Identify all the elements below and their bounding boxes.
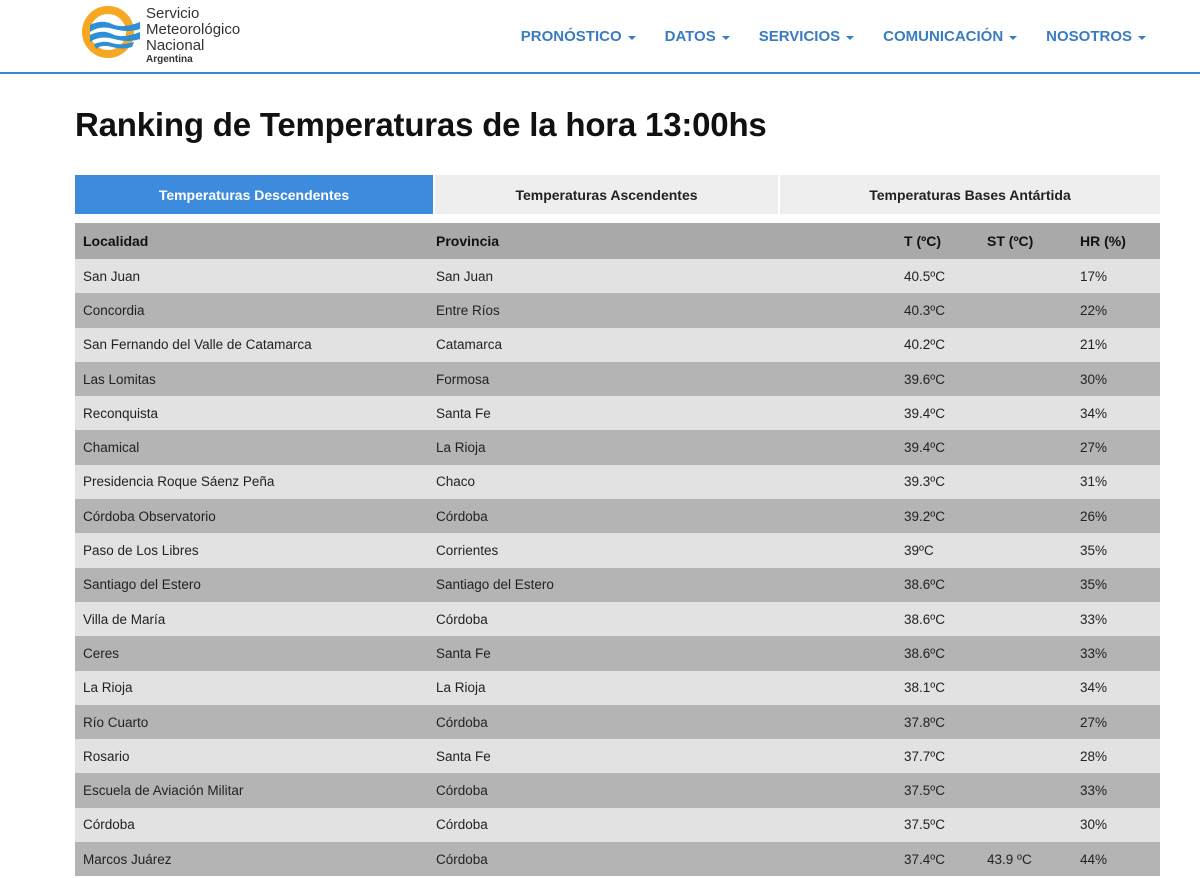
cell-localidad: Presidencia Roque Sáenz Peña: [75, 465, 428, 499]
cell-provincia: Santiago del Estero: [428, 568, 896, 602]
cell-sensacion-termica: [979, 430, 1072, 464]
table-row: [75, 293, 1160, 327]
cell-sensacion-termica: [979, 602, 1072, 636]
cell-localidad: Marcos Juárez: [75, 842, 428, 876]
tab-ascendentes[interactable]: Temperaturas Ascendentes: [433, 175, 778, 214]
cell-provincia: Corrientes: [428, 533, 896, 567]
cell-localidad: La Rioja: [75, 671, 428, 705]
cell-sensacion-termica: [979, 808, 1072, 842]
table-row: [75, 602, 1160, 636]
cell-provincia: Córdoba: [428, 773, 896, 807]
caret-down-icon: [1009, 36, 1017, 40]
cell-humedad: 26%: [1072, 499, 1160, 533]
table-row: [75, 773, 1160, 807]
cell-provincia: Córdoba: [428, 499, 896, 533]
cell-temperatura: 37.5ºC: [896, 808, 979, 842]
cell-humedad: 30%: [1072, 808, 1160, 842]
cell-localidad: Paso de Los Libres: [75, 533, 428, 567]
cell-temperatura: 39ºC: [896, 533, 979, 567]
nav-datos[interactable]: [665, 28, 730, 45]
table-row: [75, 465, 1160, 499]
nav-label: NOSOTROS: [1046, 28, 1132, 45]
cell-temperatura: 39.3ºC: [896, 465, 979, 499]
cell-temperatura: 37.8ºC: [896, 705, 979, 739]
cell-humedad: 21%: [1072, 328, 1160, 362]
cell-localidad: Villa de María: [75, 602, 428, 636]
nav-label: DATOS: [664, 28, 716, 45]
cell-provincia: Córdoba: [428, 705, 896, 739]
cell-temperatura: 40.2ºC: [896, 328, 979, 362]
caret-down-icon: [846, 36, 854, 40]
cell-provincia: Formosa: [428, 362, 896, 396]
cell-sensacion-termica: [979, 362, 1072, 396]
cell-provincia: Córdoba: [428, 808, 896, 842]
logo-text: [146, 6, 240, 65]
site-header: [0, 0, 1200, 74]
cell-localidad: Las Lomitas: [75, 362, 428, 396]
ranking-tabs: [75, 175, 1160, 214]
cell-humedad: 33%: [1072, 636, 1160, 670]
cell-localidad: Córdoba: [75, 808, 428, 842]
cell-provincia: Chaco: [428, 465, 896, 499]
table-row: [75, 499, 1160, 533]
cell-temperatura: 39.6ºC: [896, 362, 979, 396]
nav-label: PRONÓSTICO: [520, 28, 622, 45]
cell-localidad: Santiago del Estero: [75, 568, 428, 602]
caret-down-icon: [1138, 36, 1146, 40]
cell-provincia: La Rioja: [428, 430, 896, 464]
cell-temperatura: 38.6ºC: [896, 602, 979, 636]
cell-temperatura: 39.4ºC: [896, 396, 979, 430]
cell-humedad: 27%: [1072, 705, 1160, 739]
cell-sensacion-termica: [979, 568, 1072, 602]
tab-descendentes[interactable]: Temperaturas Descendentes: [75, 175, 433, 214]
cell-localidad: San Juan: [75, 259, 428, 293]
cell-temperatura: 37.4ºC: [896, 842, 979, 876]
cell-localidad: Concordia: [75, 293, 428, 327]
cell-temperatura: 37.7ºC: [896, 739, 979, 773]
table-row: [75, 328, 1160, 362]
cell-humedad: 34%: [1072, 396, 1160, 430]
cell-temperatura: 37.5ºC: [896, 773, 979, 807]
cell-localidad: Córdoba Observatorio: [75, 499, 428, 533]
col-humedad[interactable]: HR (%): [1072, 223, 1160, 259]
cell-humedad: 27%: [1072, 430, 1160, 464]
table-row: [75, 533, 1160, 567]
cell-localidad: Río Cuarto: [75, 705, 428, 739]
cell-sensacion-termica: [979, 259, 1072, 293]
cell-sensacion-termica: [979, 396, 1072, 430]
cell-provincia: Córdoba: [428, 842, 896, 876]
caret-down-icon: [722, 36, 730, 40]
temperature-ranking-table: [75, 223, 1160, 876]
cell-humedad: 30%: [1072, 362, 1160, 396]
cell-humedad: 34%: [1072, 671, 1160, 705]
col-provincia[interactable]: Provincia: [428, 223, 896, 259]
cell-humedad: 44%: [1072, 842, 1160, 876]
table-row: [75, 430, 1160, 464]
cell-sensacion-termica: [979, 671, 1072, 705]
cell-localidad: San Fernando del Valle de Catamarca: [75, 328, 428, 362]
cell-provincia: Santa Fe: [428, 636, 896, 670]
nav-comunicacion[interactable]: [883, 28, 1017, 45]
cell-localidad: Chamical: [75, 430, 428, 464]
cell-temperatura: 38.1ºC: [896, 671, 979, 705]
table-row: [75, 396, 1160, 430]
nav-servicios[interactable]: [759, 28, 854, 45]
table-row: [75, 259, 1160, 293]
cell-humedad: 17%: [1072, 259, 1160, 293]
cell-localidad: Escuela de Aviación Militar: [75, 773, 428, 807]
cell-sensacion-termica: [979, 499, 1072, 533]
cell-sensacion-termica: [979, 533, 1072, 567]
cell-temperatura: 38.6ºC: [896, 636, 979, 670]
cell-temperatura: 39.2ºC: [896, 499, 979, 533]
smn-logo[interactable]: [82, 5, 282, 65]
logo-line-1: Servicio: [146, 5, 200, 22]
cell-sensacion-termica: [979, 739, 1072, 773]
cell-humedad: 31%: [1072, 465, 1160, 499]
logo-line-4: Argentina: [146, 54, 193, 65]
table-row: [75, 568, 1160, 602]
nav-label: SERVICIOS: [758, 28, 841, 45]
cell-localidad: Ceres: [75, 636, 428, 670]
col-temperatura[interactable]: T (ºC): [896, 223, 979, 259]
nav-label: COMUNICACIÓN: [883, 28, 1004, 45]
cell-provincia: Catamarca: [428, 328, 896, 362]
cell-sensacion-termica: [979, 705, 1072, 739]
cell-humedad: 33%: [1072, 773, 1160, 807]
tab-antartida[interactable]: Temperaturas Bases Antártida: [778, 175, 1160, 214]
cell-provincia: Santa Fe: [428, 739, 896, 773]
cell-humedad: 22%: [1072, 293, 1160, 327]
cell-provincia: Entre Ríos: [428, 293, 896, 327]
cell-provincia: Córdoba: [428, 602, 896, 636]
logo-line-3: Nacional: [146, 37, 205, 54]
cell-humedad: 33%: [1072, 602, 1160, 636]
cell-localidad: Reconquista: [75, 396, 428, 430]
table-row: [75, 705, 1160, 739]
nav-nosotros[interactable]: [1046, 28, 1146, 45]
table-row: [75, 671, 1160, 705]
cell-sensacion-termica: [979, 636, 1072, 670]
main-nav: [492, 28, 1146, 45]
cell-temperatura: 40.3ºC: [896, 293, 979, 327]
cell-humedad: 28%: [1072, 739, 1160, 773]
col-sensacion-termica[interactable]: ST (ºC): [979, 223, 1072, 259]
cell-sensacion-termica: 43.9 ºC: [979, 842, 1072, 876]
table-row: [75, 362, 1160, 396]
col-localidad[interactable]: Localidad: [75, 223, 428, 259]
smn-logo-icon: [82, 6, 140, 58]
cell-humedad: 35%: [1072, 533, 1160, 567]
nav-pronostico[interactable]: [521, 28, 636, 45]
cell-humedad: 35%: [1072, 568, 1160, 602]
cell-localidad: Rosario: [75, 739, 428, 773]
cell-sensacion-termica: [979, 773, 1072, 807]
cell-sensacion-termica: [979, 293, 1072, 327]
table-row: [75, 739, 1160, 773]
cell-provincia: San Juan: [428, 259, 896, 293]
logo-line-2: Meteorológico: [146, 21, 241, 38]
cell-temperatura: 38.6ºC: [896, 568, 979, 602]
cell-temperatura: 39.4ºC: [896, 430, 979, 464]
table-row: [75, 808, 1160, 842]
cell-sensacion-termica: [979, 328, 1072, 362]
table-row: [75, 842, 1160, 876]
cell-provincia: La Rioja: [428, 671, 896, 705]
cell-sensacion-termica: [979, 465, 1072, 499]
table-row: [75, 636, 1160, 670]
table-header-row: [75, 223, 1160, 259]
page-title: Ranking de Temperaturas de la hora 13:00hs: [75, 106, 767, 143]
caret-down-icon: [628, 36, 636, 40]
cell-temperatura: 40.5ºC: [896, 259, 979, 293]
cell-provincia: Santa Fe: [428, 396, 896, 430]
